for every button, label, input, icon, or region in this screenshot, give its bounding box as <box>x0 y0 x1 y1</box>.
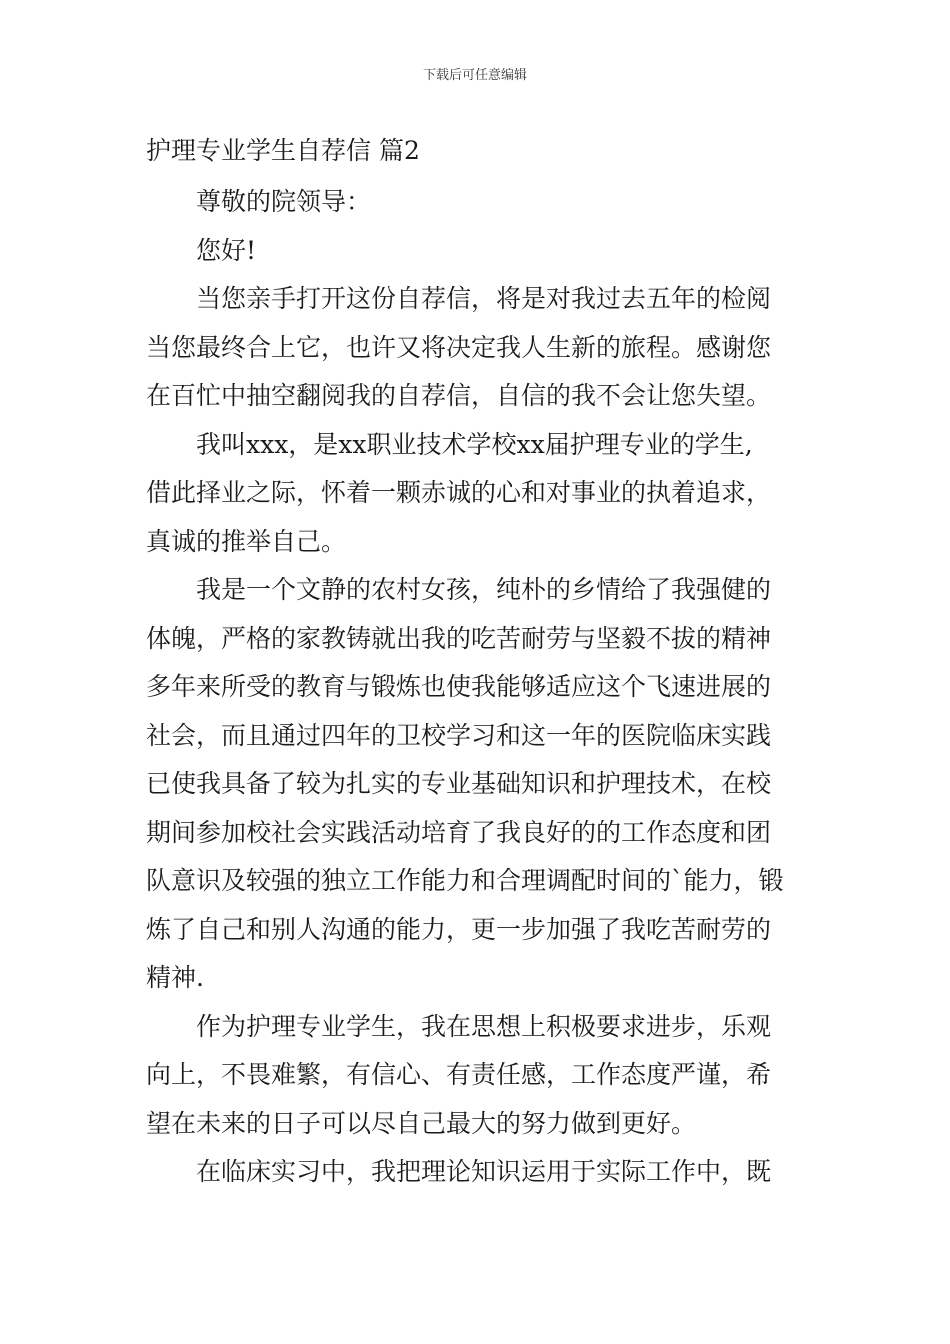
greeting: 您好! <box>196 235 257 265</box>
letter-body <box>146 130 806 1197</box>
paragraph-line: 在临床实习中，我把理论知识运用于实际工作中，既 <box>196 1157 772 1186</box>
paragraph-line: 队意识及较强的独立工作能力和合理调配时间的`能力，锻 <box>146 866 784 895</box>
paragraph-line: 期间参加校社会实践活动培育了我良好的的工作态度和团 <box>146 817 772 847</box>
paragraph-line: 当您亲手打开这份自荐信，将是对我过去五年的检阅 <box>196 284 772 313</box>
paragraph-self-intro <box>146 421 806 567</box>
paragraph-line: 精神. <box>146 963 204 992</box>
paragraph-line: 我是一个文静的农村女孩，纯朴的乡情给了我强健的 <box>196 575 772 604</box>
paragraph-line: 望在未来的日子可以尽自己最大的努力做到更好。 <box>146 1108 697 1138</box>
letter-title: 护理专业学生自荐信 篇2 <box>146 136 420 165</box>
paragraph-line: 当您最终合上它，也许又将决定我人生新的旅程。感谢您 <box>146 332 772 362</box>
paragraph-line: 向上，不畏难繁，有信心、有责任感，工作态度严谨，希 <box>146 1060 772 1089</box>
paragraph-background <box>146 566 806 1003</box>
paragraph-line: 社会，而且通过四年的卫校学习和这一年的医院临床实践 <box>146 720 772 750</box>
paragraph-line: 我叫xxx，是xx职业技术学校xx届护理专业的学生, <box>196 429 753 459</box>
paragraph-line: 作为护理专业学生，我在思想上积极要求进步，乐观 <box>196 1011 772 1041</box>
paragraph-line: 体魄，严格的家教铸就出我的吃苦耐劳与坚毅不拔的精神 <box>146 623 772 653</box>
paragraph-line: 已使我具备了较为扎实的专业基础知识和护理技术，在校 <box>146 769 772 798</box>
paragraph-line: 在百忙中抽空翻阅我的自荐信，自信的我不会让您失望。 <box>146 381 772 410</box>
paragraph-line: 炼了自己和别人沟通的能力，更一步加强了我吃苦耐劳的 <box>146 914 772 944</box>
paragraph-attitude <box>146 1003 806 1149</box>
salutation: 尊敬的院领导： <box>196 187 372 216</box>
paragraph-line: 多年来所受的教育与锻炼也使我能够适应这个飞速进展的 <box>146 672 772 701</box>
paragraph-clinical <box>146 1148 806 1197</box>
paragraph-intro <box>146 275 806 421</box>
paragraph-line: 借此择业之际，怀着一颗赤诚的心和对事业的执着追求， <box>146 478 772 507</box>
paragraph-line: 真诚的推举自己。 <box>146 526 347 556</box>
header-note: 下载后可任意编辑 <box>422 68 527 83</box>
